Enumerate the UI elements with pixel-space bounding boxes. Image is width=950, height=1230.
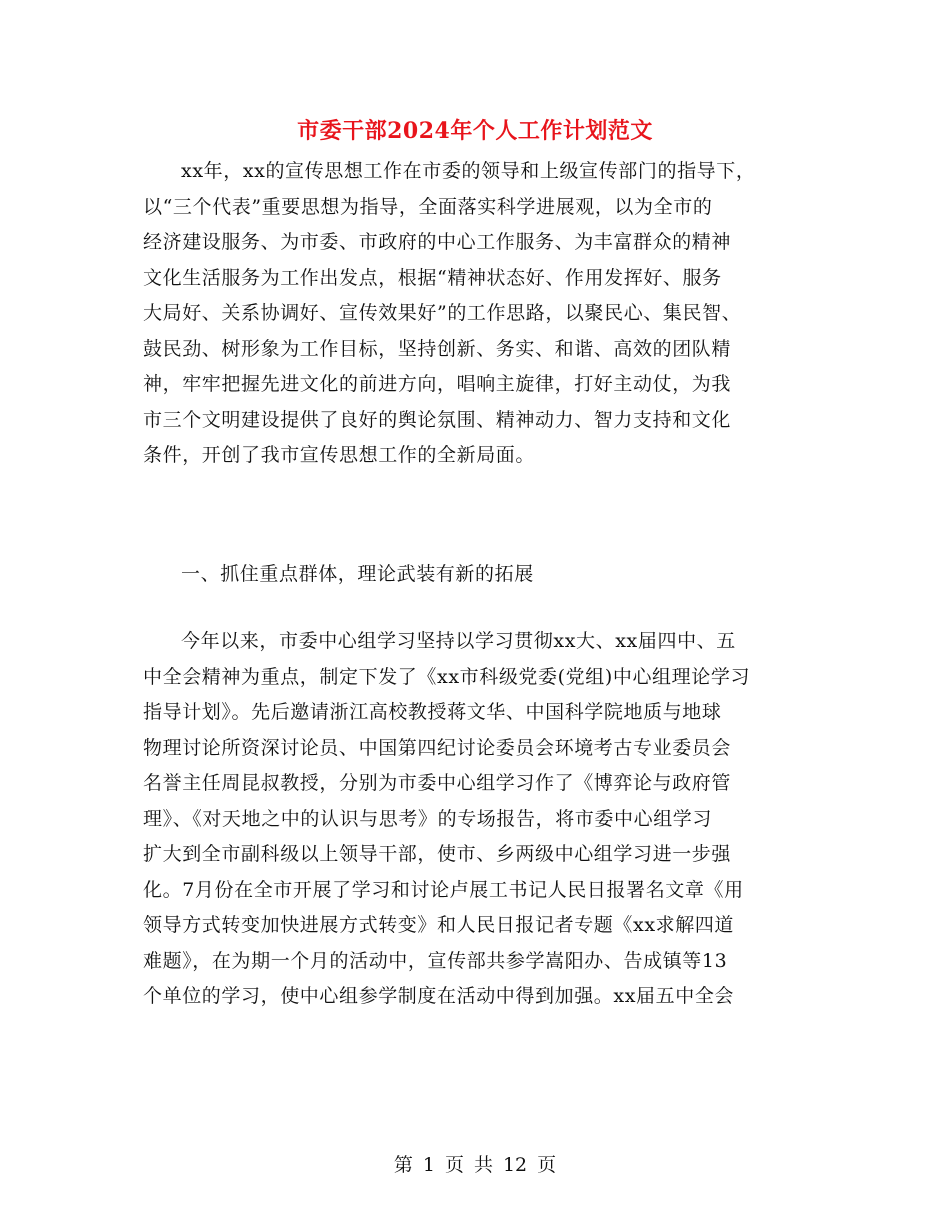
text-line: xx年，xx的宣传思想工作在市委的领导和上级宣传部门的指导下， — [181, 160, 756, 182]
text-line: 指导计划》。先后邀请浙江高校教授蒋文华、中国科学院地质与地球 — [143, 701, 722, 723]
text-line: 理》、《对天地之中的认识与思考》的专场报告，将市委中心组学习 — [143, 807, 713, 830]
text-line: 市三个文明建设提供了良好的舆论氛围、精神动力、智力支持和文化 — [143, 408, 732, 431]
text-line: 文化生活服务为工作出发点，根据“精神状态好、作用发挥好、服务 — [143, 266, 722, 289]
text-line: 今年以来，市委中心组学习坚持以学习贯彻xx大、xx届四中、五 — [181, 630, 736, 652]
page-number: 1 — [422, 1154, 435, 1176]
document-title: 市委干部2024年个人工作计划范文 — [297, 118, 653, 144]
heading-line: 一、抓住重点群体，理论武装有新的拓展 — [181, 563, 534, 585]
text-line: 化。7月份在全市开展了学习和讨论卢展工书记人民日报署名文章《用 — [143, 878, 744, 901]
footer-suffix: 页 — [537, 1154, 557, 1176]
footer-middle: 页 — [444, 1154, 464, 1176]
text-line: 个单位的学习，使中心组参学制度在活动中得到加强。xx届五中全会 — [143, 985, 735, 1007]
footer-prefix: 第 — [393, 1154, 413, 1176]
text-line: 神，牢牢把握先进文化的前进方向，唱响主旋律，打好主动仗，为我 — [143, 373, 732, 395]
text-line: 条件，开创了我市宣传思想工作的全新局面。 — [143, 444, 536, 466]
text-line: 名誉主任周昆叔教授，分别为市委中心组学习作了《博弈论与政府管 — [143, 772, 732, 794]
footer-total-label: 共 — [473, 1154, 493, 1176]
text-line: 领导方式转变加快进展方式转变》和人民日报记者专题《xx求解四道 — [143, 914, 735, 936]
paragraph-1 — [143, 154, 818, 474]
text-line: 难题》，在为期一个月的活动中，宣传部共参学嵩阳办、告成镇等13 — [143, 949, 728, 972]
total-pages: 12 — [502, 1154, 528, 1176]
text-line: 物理讨论所资深讨论员、中国第四纪讨论委员会环境考古专业委员会 — [143, 736, 732, 759]
text-line: 经济建设服务、为市委、市政府的中心工作服务、为丰富群众的精神 — [143, 231, 732, 253]
text-line: 大局好、关系协调好、宣传效果好”的工作思路，以聚民心、集民智、 — [143, 302, 742, 324]
text-line: 以“三个代表”重要思想为指导，全面落实科学进展观，以为全市的 — [143, 195, 713, 218]
text-line: 扩大到全市副科级以上领导干部，使市、乡两级中心组学习进一步强 — [143, 843, 732, 865]
text-line: 鼓民劲、树形象为工作目标，坚持创新、务实、和谐、高效的团队精 — [143, 337, 732, 360]
section-heading-1 — [143, 557, 818, 593]
paragraph-2 — [143, 624, 818, 1015]
page-footer — [0, 1150, 950, 1177]
text-line: 中全会精神为重点，制定下发了《xx市科级党委(党组)中心组理论学习 — [143, 665, 751, 688]
